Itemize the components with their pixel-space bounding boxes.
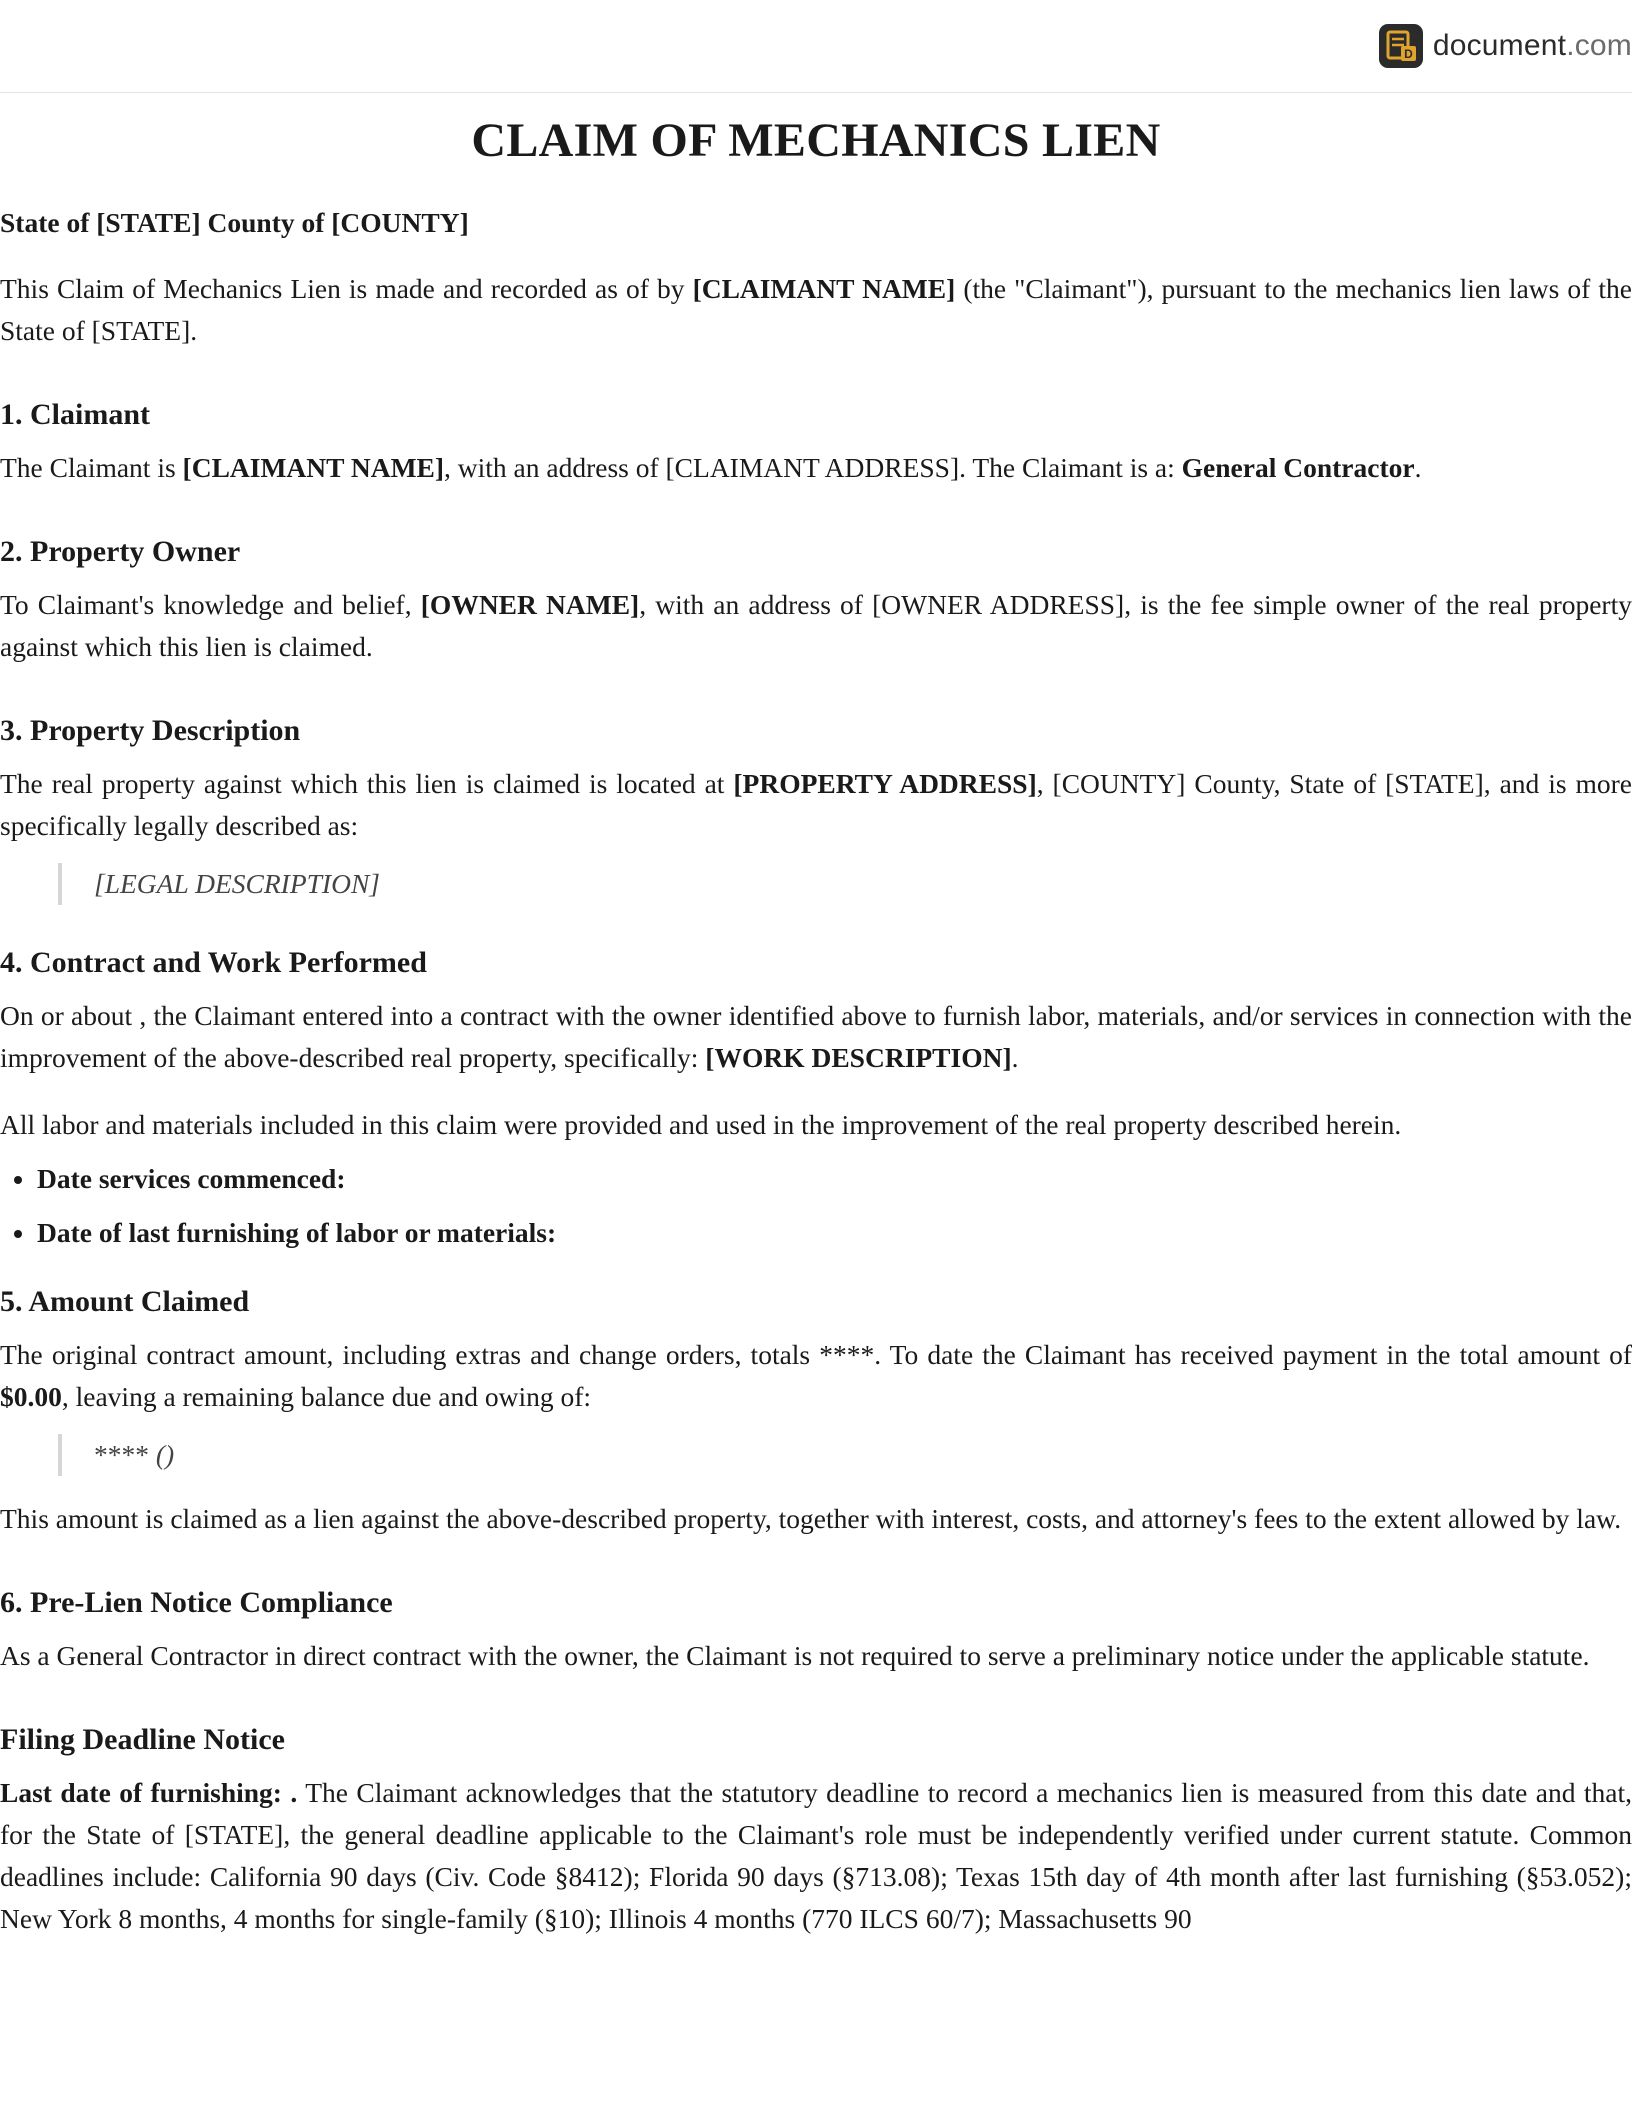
dates-list [0,1158,1632,1254]
document-title: CLAIM OF MECHANICS LIEN [471,114,1161,167]
legal-description-quote: [LEGAL DESCRIPTION] [58,863,1632,905]
brand-name: document.com [1432,29,1632,62]
section-heading-owner: 2. Property Owner [0,535,241,568]
labor-paragraph: All labor and materials included in this claim were provided and used in the improvement of the real property described herein. [0,1109,1402,1140]
prelien-paragraph: As a General Contractor in direct contract with the owner, the Claimant is not required to serve a preliminary notice under the applicable statute. [0,1640,1590,1671]
intro-paragraph: This Claim of Mechanics Lien is made and recorded as of by [CLAIMANT NAME] (the "Claimant"), pursuant to the mechanics lien laws of the State of [STATE]. [0,273,1632,346]
section-heading-prelien: 6. Pre-Lien Notice Compliance [0,1586,393,1619]
claimant-role: General Contractor [1181,452,1415,483]
document-logo-icon [1379,24,1423,68]
section-heading-deadline: Filing Deadline Notice [0,1723,285,1756]
section-heading-property: 3. Property Description [0,714,301,747]
lien-amount-paragraph: This amount is claimed as a lien against the above-described property, together with interest, costs, and attorney's fees to the extent allowed by law. [0,1503,1622,1534]
document-body [0,110,1632,1965]
claimant-name-placeholder: [CLAIMANT NAME] [692,273,956,304]
top-bar [0,0,1632,93]
state-county-line: State of [STATE] County of [COUNTY] [0,207,469,238]
amount-paragraph: The original contract amount, including extras and change orders, totals ****. To date the Claimant has received payment in the total amount of $0.00, leaving a remaining balance due and owing of: [0,1339,1632,1412]
svg-text:D: D [1403,47,1413,61]
brand-logo[interactable] [1379,24,1632,68]
list-item: • Date of last furnishing of labor or materials: [37,1212,1632,1254]
contract-paragraph: On or about , the Claimant entered into a contract with the owner identified above to furnish labor, materials, and/or services in connection with the improvement of the above-described real property, specifically: [WORK DESCRIPTION]. [0,1000,1632,1073]
deadline-paragraph: Last date of furnishing: . The Claimant acknowledges that the statutory deadline to record a mechanics lien is measured from this date and that, for the State of [STATE], the general deadline applicable to the Claimant's role must be independently verified under current statute. Common deadlines include: California 90 days (Civ. Code §8412); Florida 90 days (§713.08); Texas 15th day of 4th month after last furnishing (§53.052); New York 8 months, 4 months for single-family (§10); Illinois 4 months (770 ILCS 60/7); Massachusetts 90 [0,1777,1632,1934]
claimant-paragraph: The Claimant is [CLAIMANT NAME], with an address of [CLAIMANT ADDRESS]. The Claimant is a: General Contractor. [0,452,1422,483]
balance-quote: **** () [58,1434,1632,1476]
section-heading-claimant: 1. Claimant [0,398,150,431]
owner-paragraph: To Claimant's knowledge and belief, [OWNER NAME], with an address of [OWNER ADDRESS], is the fee simple owner of the real property against which this lien is claimed. [0,589,1632,662]
section-heading-amount: 5. Amount Claimed [0,1285,250,1318]
section-heading-contract: 4. Contract and Work Performed [0,946,427,979]
list-item: • Date services commenced: [37,1158,1632,1200]
property-paragraph: The real property against which this lien is claimed is located at [PROPERTY ADDRESS], [COUNTY] County, State of [STATE], and is more specifically legally described as: [0,768,1632,841]
